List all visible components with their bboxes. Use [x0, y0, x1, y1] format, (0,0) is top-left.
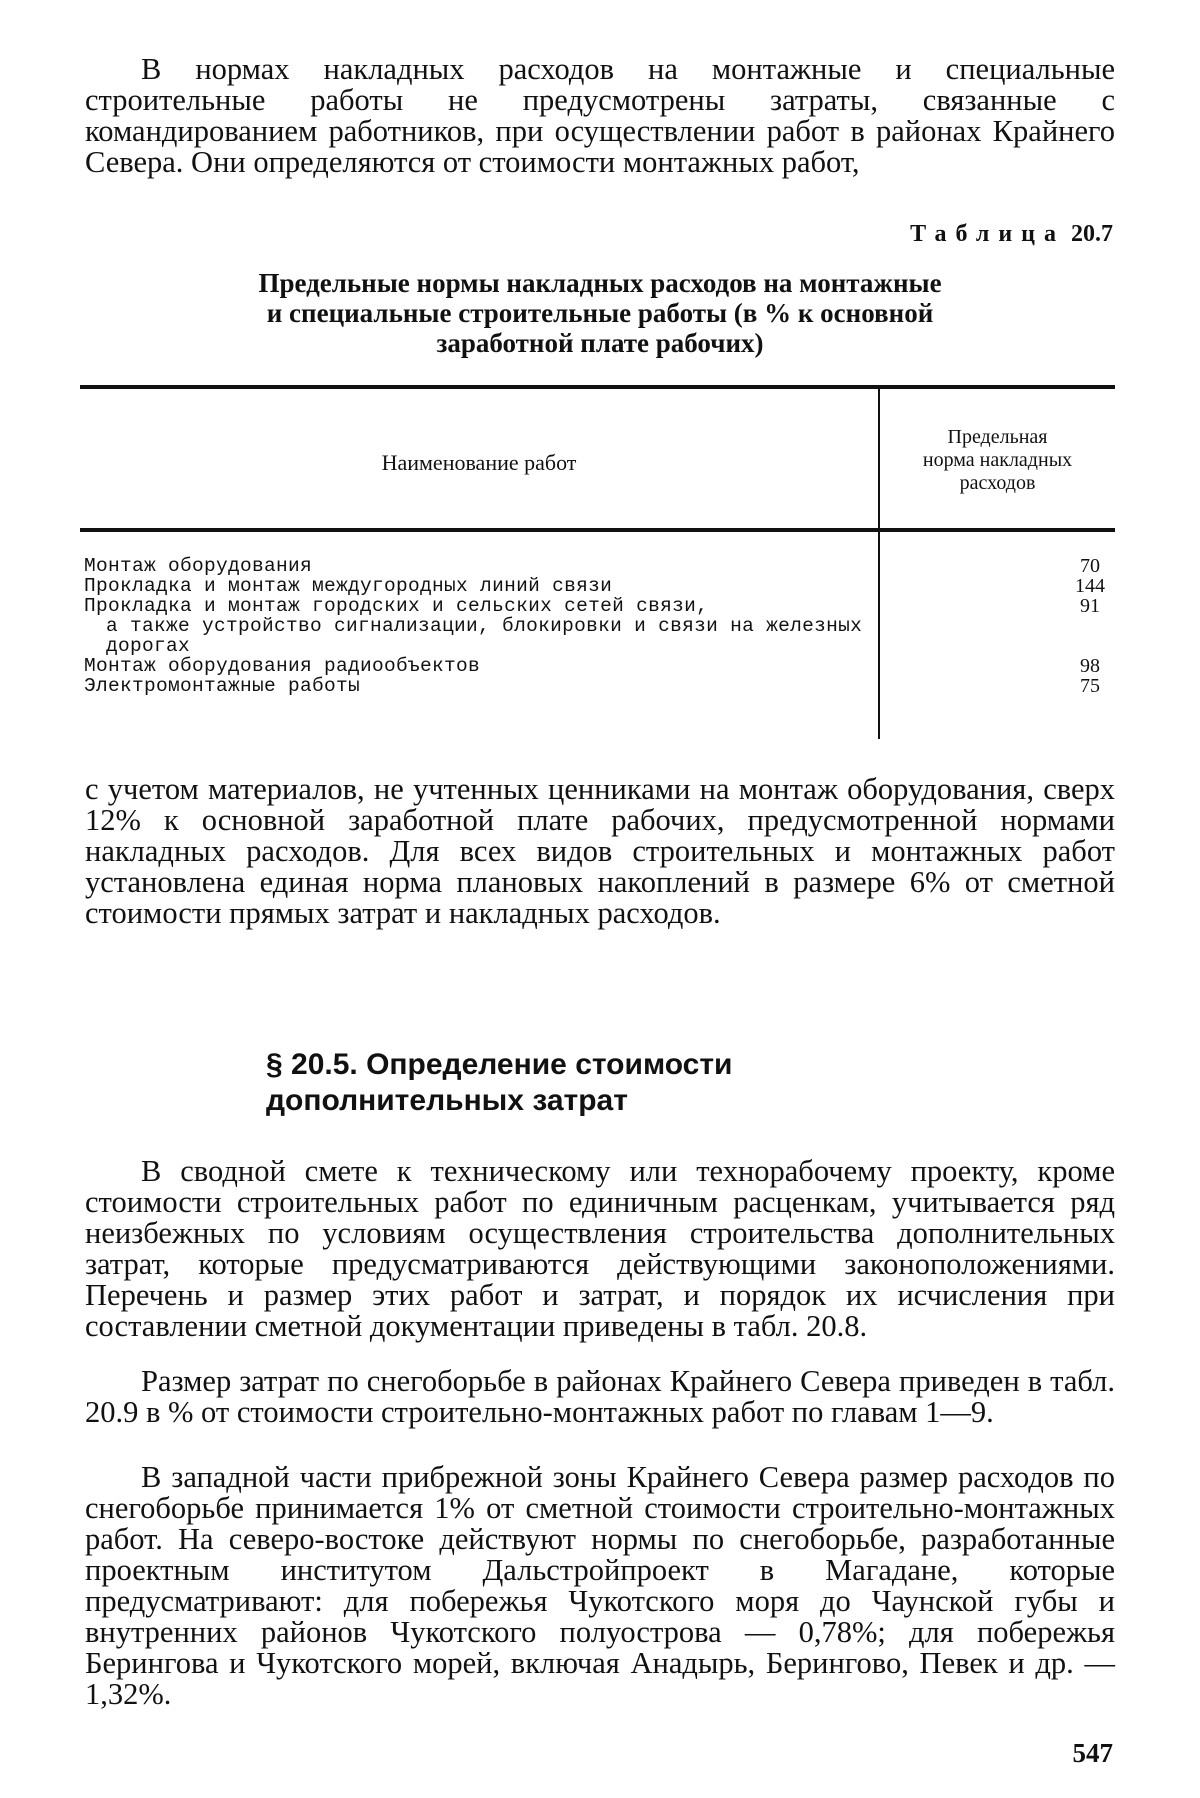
page-number: 547: [1072, 1738, 1113, 1768]
intro-paragraph: В нормах накладных расходов на монтажные и специальные строительные работы не предусмотрены затраты, связанные с командированием работников, при осуществлении работ в районах Крайнего Севера. Они определяются от стоимости монтажных работ,: [85, 52, 1115, 179]
table-row: [84, 576, 1115, 596]
table-label: [910, 221, 1113, 248]
table-cell-name: [84, 596, 864, 656]
table-body: [84, 556, 1115, 696]
table-row: [84, 656, 1115, 676]
table-cell-value: 98: [1080, 655, 1100, 677]
table-cell-value: 75: [1080, 675, 1100, 697]
section-heading-line: § 20.5. Определение стоимости: [266, 1048, 733, 1081]
table-title: [160, 268, 1040, 358]
table-cell-name-continuation: а также устройство сигнализации, блокировки и связи на железных дорогах: [106, 615, 863, 657]
table-cell-name: Монтаж оборудования: [84, 555, 313, 577]
table-cell-name: Прокладка и монтаж междугородных линий связи: [84, 575, 613, 597]
table-header-norm-line: Предельная: [947, 426, 1048, 448]
section-paragraph: В сводной смете к техническому или технорабочему проекту, кроме стоимости строительных работ по единичным расценкам, учитывается ряд неизбежных по условиям осуществления строительства дополнительных затрат, которые предусматриваются действующими законоположениями. Перечень и размер этих работ и затрат, и порядок их исчисления при составлении сметной документации приведены в табл. 20.8.: [85, 1154, 1115, 1343]
table-top-rule: [80, 385, 1115, 389]
table-cell-name: Электромонтажные работы: [84, 675, 361, 697]
section-heading-line: дополнительных затрат: [266, 1084, 628, 1117]
table-row: [84, 596, 1115, 656]
section-paragraph: В западной части прибрежной зоны Крайнего Севера размер расходов по снегоборьбе принимается 1% от сметной стоимости строительно-монтажных работ. На северо-востоке действуют нормы по снегоборьбе, разработанные проектным институтом Дальстройпроект в Магадане, которые предусматривают: для побережья Чукотского моря до Чаунской губы и внутренних районов Чукотского полуострова — 0,78%; для побережья Берингова и Чукотского морей, включая Анадырь, Берингово, Певек и др. — 1,32%.: [85, 1460, 1115, 1711]
table-cell-name: Монтаж оборудования радиообъектов: [84, 655, 481, 677]
table-title-line: Предельные нормы накладных расходов на монтажные: [258, 268, 942, 298]
section-heading: [266, 1047, 733, 1119]
table-header-rule: [80, 528, 1115, 532]
table-title-line: и специальные строительные работы (в % к основной: [266, 298, 934, 328]
table-header-norm: [880, 426, 1115, 495]
table-header-name: Наименование работ: [381, 450, 577, 475]
table-cell-value: 70: [1080, 555, 1100, 577]
table-cell-name-text: Прокладка и монтаж городских и сельских сетей связи,: [84, 595, 709, 617]
table-label-word: Таблица: [910, 221, 1065, 247]
section-paragraph: Размер затрат по снегоборьбе в районах Крайнего Севера приведен в табл. 20.9 в % от стоимости строительно-монтажных работ по главам 1—9.: [85, 1364, 1115, 1429]
table-row: [84, 676, 1115, 696]
table-row: [84, 556, 1115, 576]
table-header-norm-line: норма накладных: [922, 449, 1073, 471]
table-cell-value: 144: [1075, 575, 1105, 597]
table-title-line: заработной плате рабочих): [436, 328, 764, 358]
table-label-number: 20.7: [1071, 221, 1113, 247]
after-table-paragraph: с учетом материалов, не учтенных ценниками на монтаж оборудования, сверх 12% к основной заработной плате рабочих, предусмотренной нормами накладных расходов. Для всех видов строительных и монтажных работ установлена единая норма плановых накоплений в размере 6% от сметной стоимости прямых затрат и накладных расходов.: [85, 772, 1115, 930]
table-cell-value: 91: [1080, 595, 1100, 617]
table-header-norm-line: расходов: [959, 472, 1036, 494]
